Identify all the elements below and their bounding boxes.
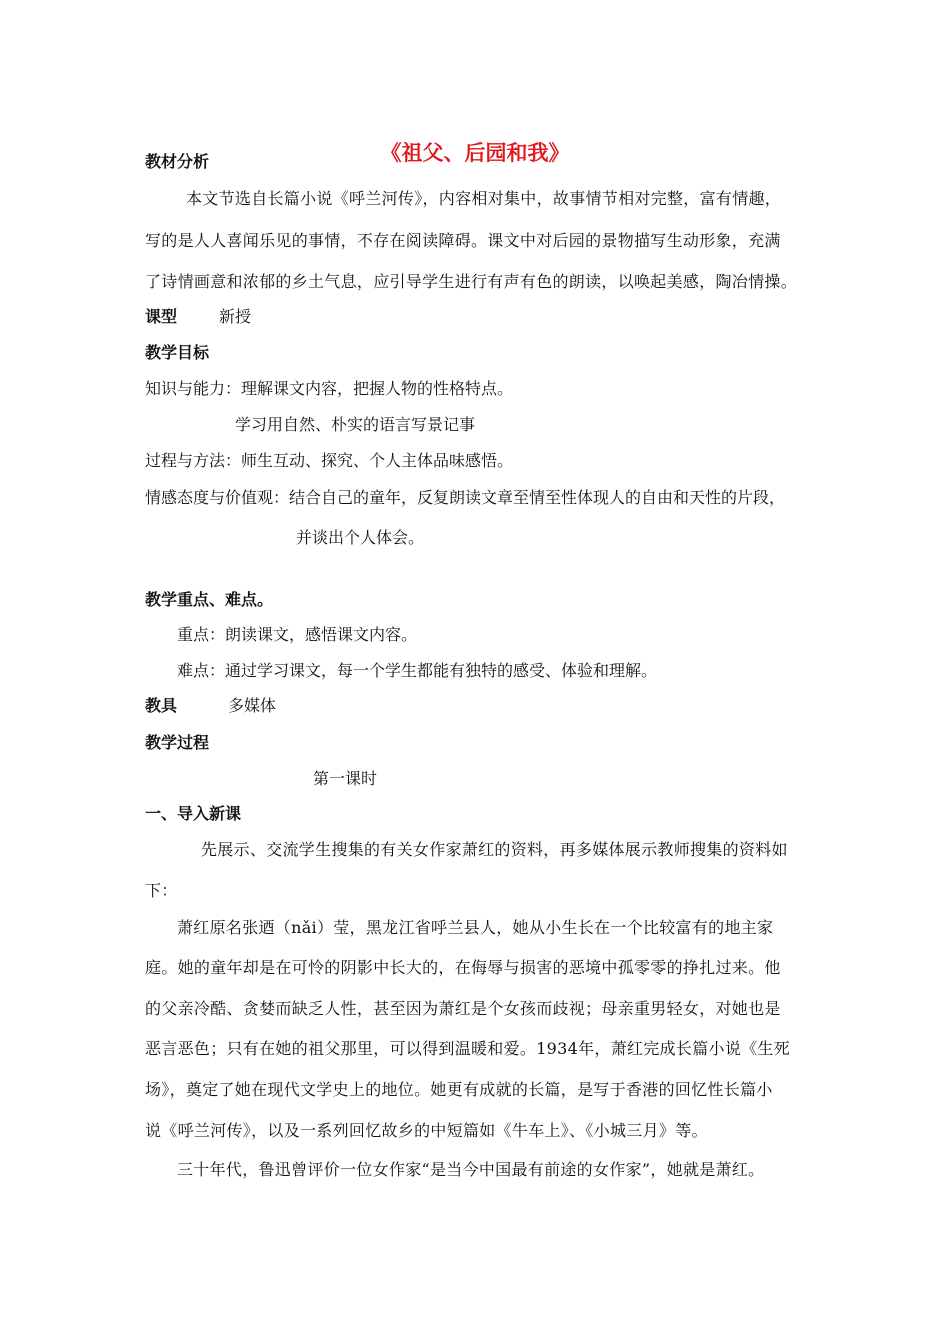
bio-line: 的父亲冷酷、贪婪而缺乏人性，甚至因为萧红是个女孩而歧视；母亲重男轻女，对她也是 — [145, 999, 781, 1018]
goals-heading: 教学目标 — [145, 343, 210, 362]
lesson-type-value: 新授 — [219, 307, 252, 326]
page-title: 《祖父、后园和我》 — [380, 141, 570, 166]
intro-line: 下： — [145, 881, 178, 900]
analysis-line: 了诗情画意和浓郁的乡土气息，应引导学生进行有声有色的朗读，以唤起美感，陶冶情操。 — [145, 272, 798, 291]
bio-line: 萧红原名张迺（nǎi）莹，黑龙江省呼兰县人，她从小生长在一个比较富有的地主家 — [177, 918, 774, 937]
bio-line: 庭。她的童年却是在可怜的阴影中长大的，在侮辱与损害的恶境中孤零零的挣扎过来。他 — [145, 958, 781, 977]
analysis-line: 写的是人人喜闻乐见的事情，不存在阅读障碍。课文中对后园的景物描写生动形象，充满 — [145, 231, 781, 250]
process-heading: 教学过程 — [145, 733, 210, 752]
key-point-difficulty: 难点：通过学习课文，每一个学生都能有独特的感受、体验和理解。 — [177, 661, 658, 680]
quote-line: 三十年代，鲁迅曾评价一位女作家“是当今中国最有前途的女作家”，她就是萧红。 — [177, 1160, 765, 1179]
bio-line: 说《呼兰河传》，以及一系列回忆故乡的中短篇如《牛车上》、《小城三月》等。 — [145, 1121, 708, 1140]
tools-value: 多媒体 — [228, 696, 277, 715]
tools-label: 教具 — [145, 696, 178, 715]
goal-process: 过程与方法：师生互动、探究、个人主体品味感悟。 — [145, 451, 514, 470]
key-point-focus: 重点：朗读课文，感悟课文内容。 — [177, 625, 418, 644]
goal-knowledge: 知识与能力：理解课文内容，把握人物的性格特点。 — [145, 379, 514, 398]
goal-knowledge-cont: 学习用自然、朴实的语言写景记事 — [235, 415, 476, 434]
intro-line: 先展示、交流学生搜集的有关女作家萧红的资料，再多媒体展示教师搜集的资料如 — [201, 840, 788, 859]
bio-line: 恶言恶色；只有在她的祖父那里，可以得到温暖和爱。1934年，萧红完成长篇小说《生死 — [145, 1039, 791, 1058]
analysis-heading: 教材分析 — [145, 152, 210, 171]
lesson-type-label: 课型 — [145, 307, 178, 326]
bio-line: 场》，奠定了她在现代文学史上的地位。她更有成就的长篇，是写于香港的回忆性长篇小 — [145, 1080, 773, 1099]
goal-emotion: 情感态度与价值观：结合自己的童年，反复朗读文章至情至性体现人的自由和天性的片段， — [145, 488, 786, 507]
period-label: 第一课时 — [313, 769, 378, 788]
analysis-line: 本文节选自长篇小说《呼兰河传》，内容相对集中，故事情节相对完整，富有情趣， — [186, 189, 782, 208]
key-points-heading: 教学重点、难点。 — [145, 590, 274, 609]
section-heading: 一、导入新课 — [145, 804, 242, 823]
goal-emotion-cont: 并谈出个人体会。 — [296, 528, 425, 547]
